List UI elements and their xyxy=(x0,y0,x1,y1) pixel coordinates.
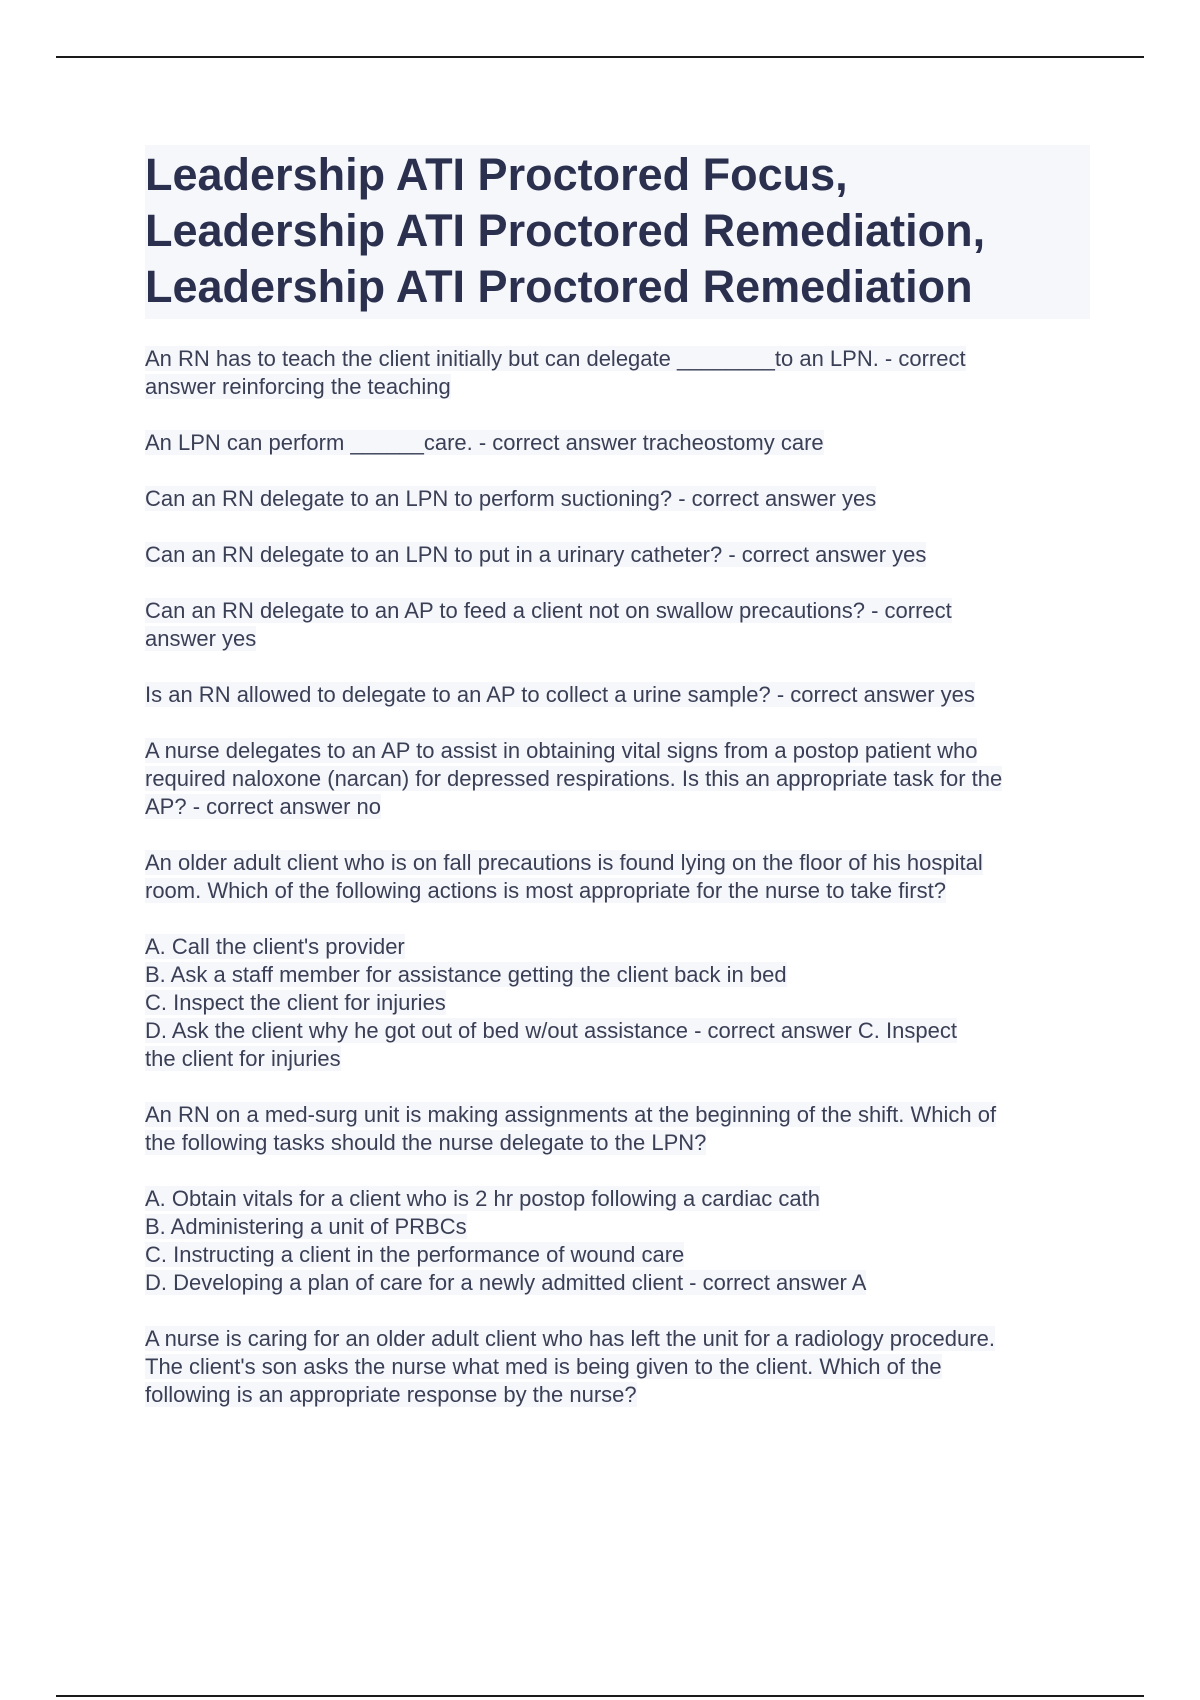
option-line: D. Developing a plan of care for a newly admitted client - correct answer A xyxy=(145,1270,867,1295)
text-line: Can an RN delegate to an LPN to put in a urinary catheter? - correct answer yes xyxy=(145,542,927,567)
text-line: A nurse is caring for an older adult client who has left the unit for a radiology procedure. xyxy=(145,1326,995,1351)
option-line: D. Ask the client why he got out of bed w/out assistance - correct answer C. Inspect xyxy=(145,1018,957,1043)
title-line: Leadership ATI Proctored Remediation, xyxy=(145,205,986,256)
top-rule xyxy=(56,56,1144,58)
text-line: An RN on a med-surg unit is making assignments at the beginning of the shift. Which of xyxy=(145,1102,997,1127)
option-line: B. Administering a unit of PRBCs xyxy=(145,1214,467,1239)
qa-item xyxy=(145,541,1090,569)
text-line: AP? - correct answer no xyxy=(145,794,381,819)
bottom-rule xyxy=(56,1695,1144,1697)
qa-item xyxy=(145,1325,1090,1409)
text-line: Can an RN delegate to an LPN to perform suctioning? - correct answer yes xyxy=(145,486,877,511)
qa-item xyxy=(145,1101,1090,1157)
text-line: An LPN can perform ______care. - correct answer tracheostomy care xyxy=(145,430,824,455)
text-line: An RN has to teach the client initially but can delegate ________to an LPN. - correct xyxy=(145,346,966,371)
option-line: A. Obtain vitals for a client who is 2 hr postop following a cardiac cath xyxy=(145,1186,821,1211)
title-line: Leadership ATI Proctored Focus, xyxy=(145,149,848,200)
text-line: An older adult client who is on fall precautions is found lying on the floor of his hospital xyxy=(145,850,983,875)
text-line: required naloxone (narcan) for depressed respirations. Is this an appropriate task for the xyxy=(145,766,1003,791)
option-line: the client for injuries xyxy=(145,1046,341,1071)
option-line: C. Inspect the client for injuries xyxy=(145,990,446,1015)
qa-item xyxy=(145,485,1090,513)
qa-item xyxy=(145,681,1090,709)
qa-item xyxy=(145,345,1090,401)
qa-options xyxy=(145,933,1090,1073)
option-line: B. Ask a staff member for assistance getting the client back in bed xyxy=(145,962,787,987)
text-line: the following tasks should the nurse delegate to the LPN? xyxy=(145,1130,707,1155)
qa-item xyxy=(145,429,1090,457)
option-line: A. Call the client's provider xyxy=(145,934,405,959)
qa-options xyxy=(145,1185,1090,1297)
text-line: room. Which of the following actions is most appropriate for the nurse to take first? xyxy=(145,878,946,903)
text-line: answer yes xyxy=(145,626,257,651)
option-line: C. Instructing a client in the performance of wound care xyxy=(145,1242,685,1267)
text-line: A nurse delegates to an AP to assist in obtaining vital signs from a postop patient who xyxy=(145,738,978,763)
text-line: Is an RN allowed to delegate to an AP to collect a urine sample? - correct answer yes xyxy=(145,682,975,707)
qa-item xyxy=(145,737,1090,821)
text-line: following is an appropriate response by the nurse? xyxy=(145,1382,637,1407)
qa-item xyxy=(145,597,1090,653)
text-line: answer reinforcing the teaching xyxy=(145,374,451,399)
document-body xyxy=(145,145,1090,1437)
title-line: Leadership ATI Proctored Remediation xyxy=(145,261,973,312)
text-line: Can an RN delegate to an AP to feed a client not on swallow precautions? - correct xyxy=(145,598,952,623)
qa-item xyxy=(145,849,1090,905)
text-line: The client's son asks the nurse what med is being given to the client. Which of the xyxy=(145,1354,942,1379)
document-title xyxy=(145,145,1090,319)
